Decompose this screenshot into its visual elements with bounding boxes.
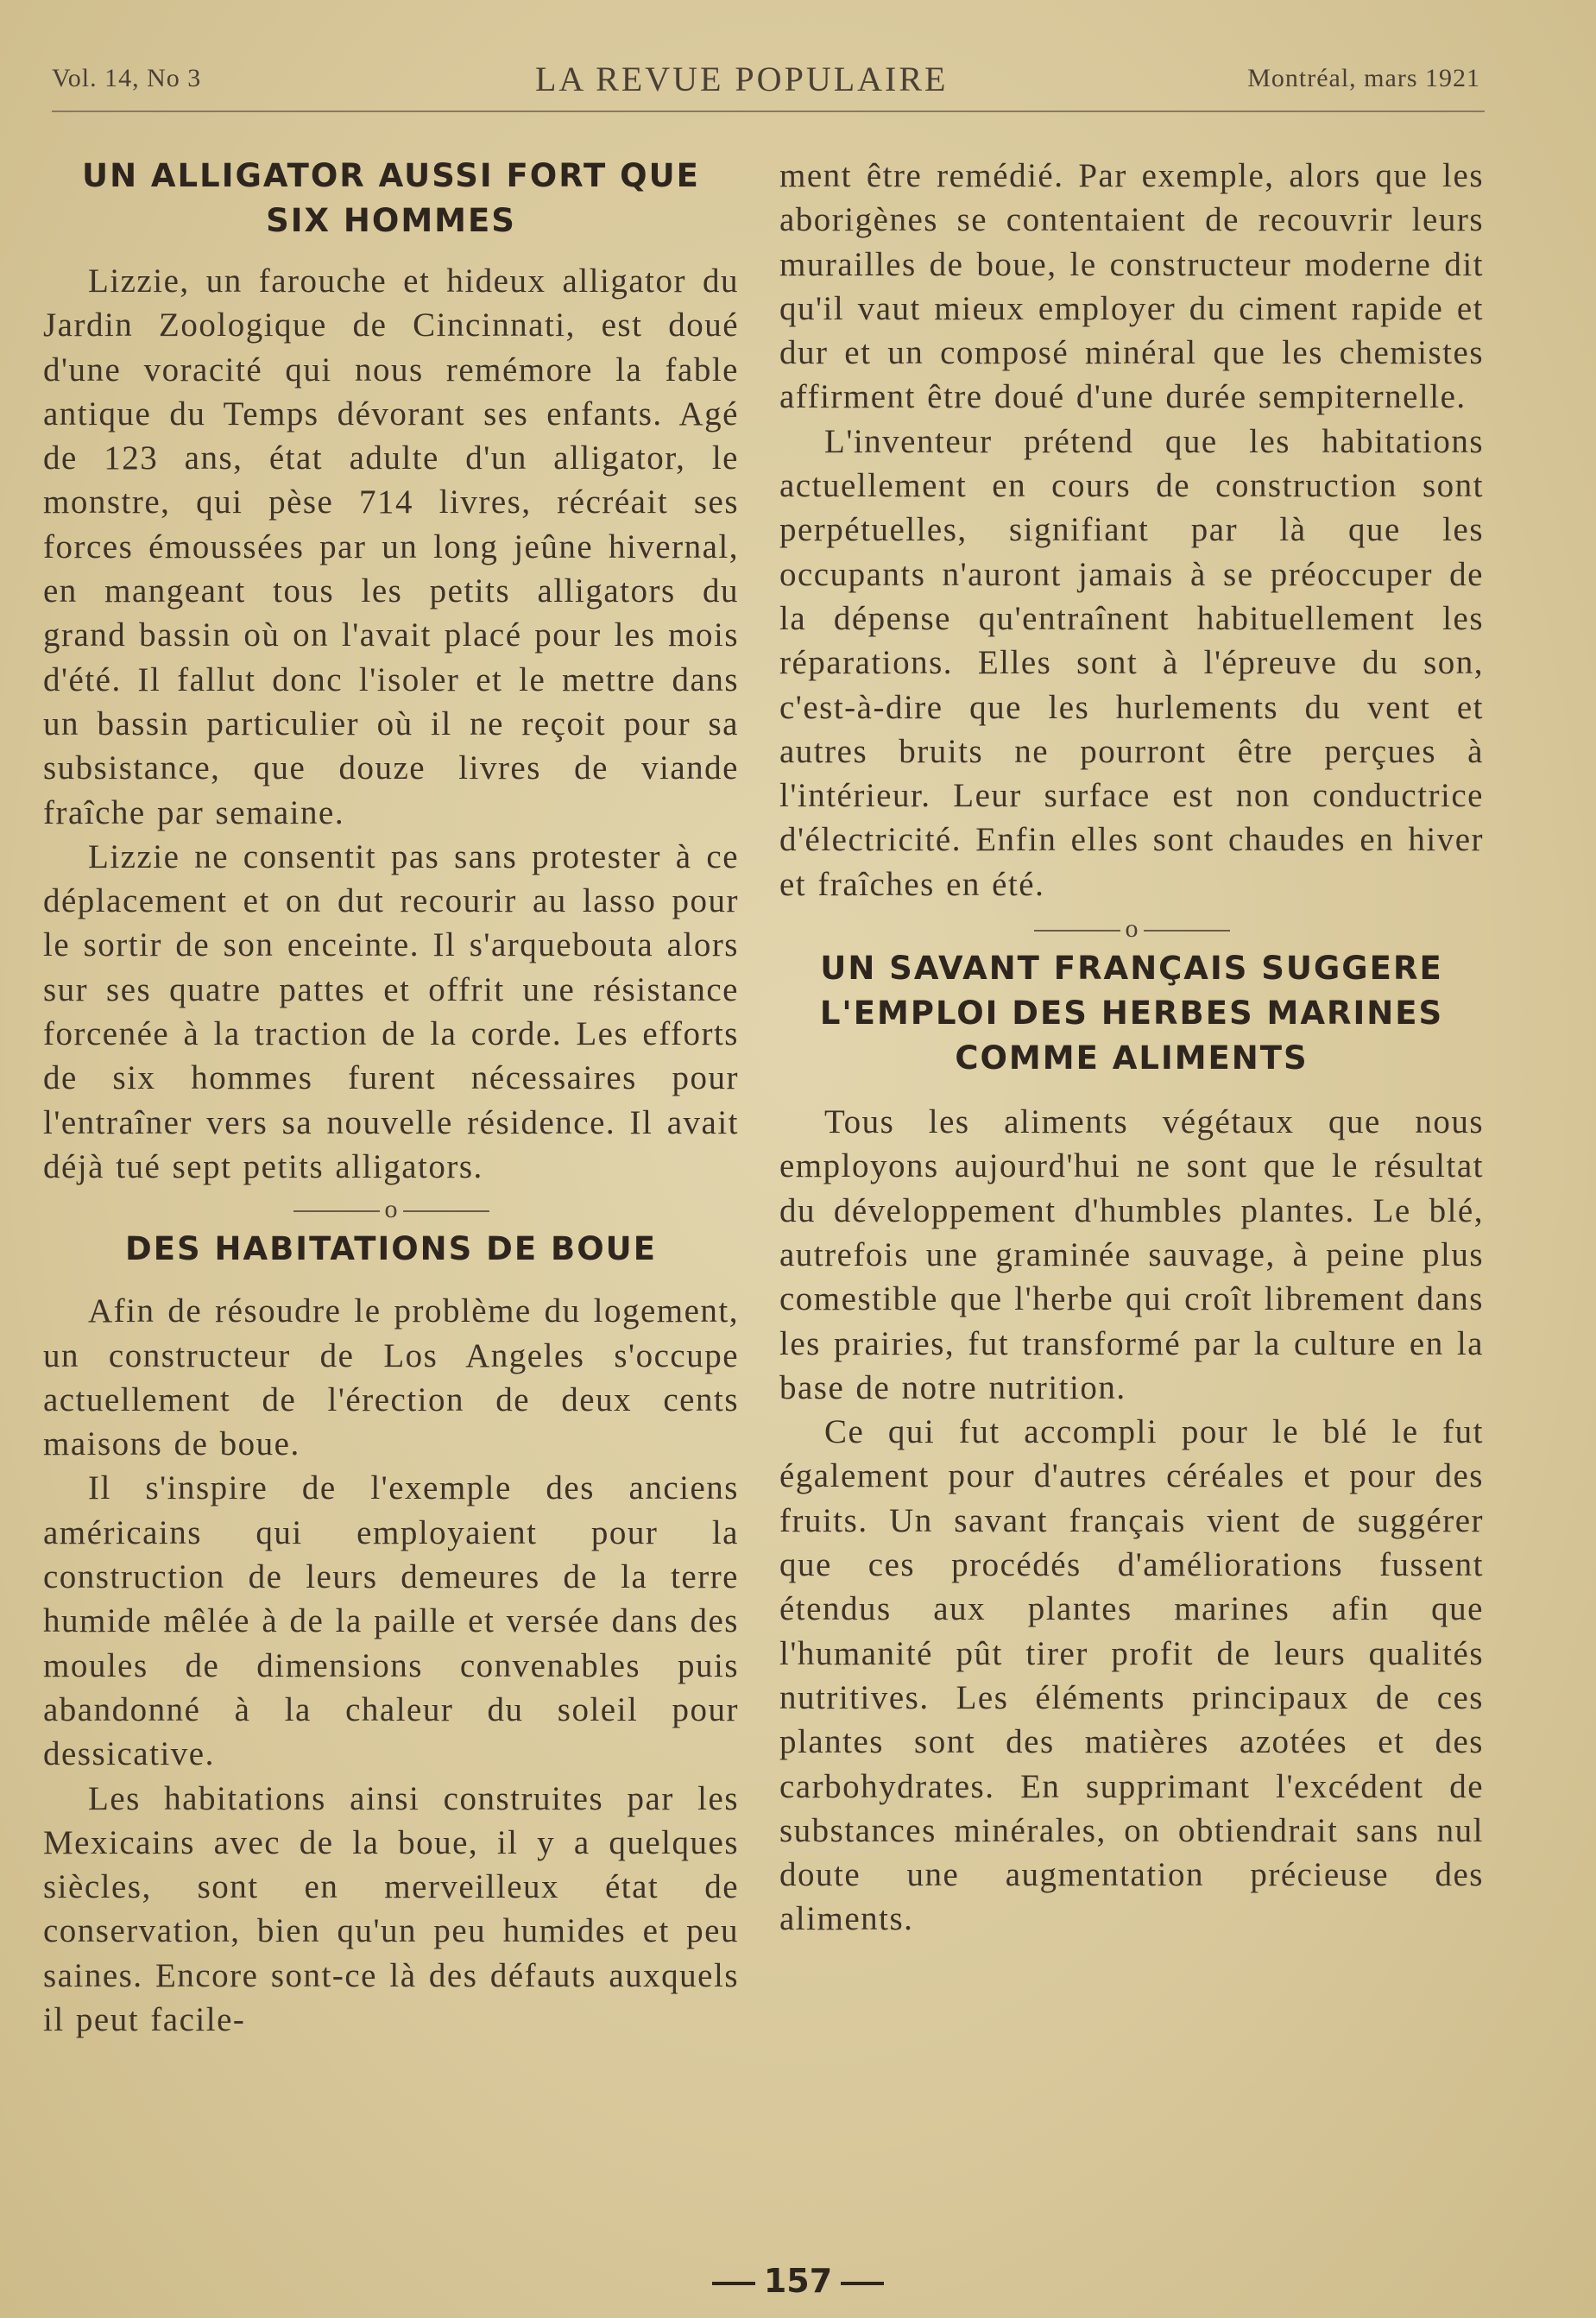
volume-number: Vol. 14, No 3 [52, 64, 202, 92]
headline-line: COMME ALIMENTS [955, 1039, 1309, 1077]
publication-title: LA REVUE POPULAIRE [535, 60, 949, 98]
article-paragraph: ment être remédié. Par exemple, alors que les aborigènes se contentaient de recouvrir leurs murailles de boue, le constructeur moderne dit qu'il vaut mieux employer du ciment rapide et dur et un composé minéral que les chemistes affirment être doué d'une durée sempiternelle. [779, 157, 1484, 416]
headline-line: UN SAVANT FRANÇAIS SUGGERE [820, 950, 1443, 988]
separator-dash [403, 1210, 489, 1212]
page-number-value: 157 [763, 2262, 833, 2300]
headline-line: UN ALLIGATOR AUSSI FORT QUE [82, 157, 700, 194]
article-habitations-headline: DES HABITATIONS DE BOUE [124, 1230, 657, 1268]
separator-dash [1144, 930, 1230, 932]
article-herbes-headline [779, 946, 1484, 1081]
page-number-dash [712, 2282, 755, 2285]
article-paragraph: Lizzie ne consentit pas sans protester à ce déplacement et on dut recourir au lasso pour le sortir de son enceinte. Il s'arquebouta alors sur ses quatre pattes et offrit une résistance forcenée à la traction de la corde. Les efforts de six hommes furent nécessaires pour l'entraîner vers sa nouvelle résidence. Il avait déjà tué sept petits alligators. [43, 837, 739, 1185]
page-number-dash [841, 2282, 884, 2285]
left-column [43, 154, 739, 2042]
headline-line: L'EMPLOI DES HERBES MARINES [819, 995, 1444, 1033]
article-separator [779, 912, 1484, 946]
headline-line: SIX HOMMES [266, 202, 516, 239]
article-paragraph: Il s'inspire de l'exemple des anciens américains qui employaient pour la construction de leurs demeures de la terre humide mêlée à de la paille et versée dans des moules de dimensions convenables puis abandonné à la chaleur du soleil pour dessicative. [43, 1469, 739, 1773]
article-separator [43, 1192, 739, 1227]
article-paragraph: L'inventeur prétend que les habitations actuellement en cours de construction sont perpétuelles, signifiant par là que les occupants n'auront jamais à se préoccuper de la dépense qu'entraînent habituellement les réparations. Elles sont à l'épreuve du son, c'est-à-dire que les hurlements du vent et autres bruits ne pourront être perçues à l'intérieur. Leur surface est non conductrice d'électricité. Enfin elles sont chaudes en hiver et fraîches en été. [779, 422, 1484, 903]
article-paragraph: Lizzie, un farouche et hideux alligator du Jardin Zoologique de Cincinnati, est doué d'une voracité qui nous remémore la fable antique du Temps dévorant ses enfants. Agé de 123 ans, état adulte d'un alligator, le monstre, qui pèse 714 livres, récréait ses forces émoussées par un long jeûne hivernal, en mangeant tous les petits alligators du grand bassin où on l'avait placé pour les mois d'été. Il fallut donc l'isoler et le mettre dans un bassin particulier où il ne reçoit pour sa subsistance, que douze livres de viande fraîche par semaine. [43, 262, 739, 831]
page-number [0, 2262, 1596, 2300]
page-header [52, 54, 1480, 105]
separator-mark: o [1125, 914, 1139, 944]
separator-mark: o [384, 1195, 398, 1224]
article-paragraph: Les habitations ainsi construites par les Mexicains avec de la boue, il y a quelques siècles, sont en merveilleux état de conservation, bien qu'un peu humides et peu saines. Encore sont-ce là des défauts auxquels il peut facile- [43, 1779, 739, 2038]
article-paragraph: Afin de résoudre le problème du logement, un constructeur de Los Angeles s'occupe actuellement de l'érection de deux cents maisons de boue. [43, 1292, 739, 1463]
place-and-date: Montréal, mars 1921 [1247, 64, 1480, 92]
article-paragraph: Ce qui fut accompli pour le blé le fut également pour d'autres céréales et pour des fruits. Un savant français vient de suggérer que ces procédés d'améliorations fussent étendus aux plantes marines afin que l'humanité pût tirer profit de leurs qualités nutritives. Les éléments principaux de ces plantes sont des matières azotées et des carbohydrates. En supprimant l'excédent de substances minérales, on obtiendrait sans nul doute une augmentation précieuse des aliments. [779, 1413, 1484, 1938]
header-rule [52, 111, 1485, 112]
right-column [779, 154, 1484, 1942]
separator-dash [293, 1210, 380, 1212]
separator-dash [1034, 930, 1120, 932]
article-paragraph: Tous les aliments végétaux que nous employons aujourd'hui ne sont que le résultat du développement d'humbles plantes. Le blé, autrefois une graminée sauvage, à peine plus comestible que l'herbe qui croît librement dans les prairies, fut transformé par la culture en la base de notre nutrition. [779, 1103, 1484, 1406]
article-alligator-headline [43, 154, 739, 243]
